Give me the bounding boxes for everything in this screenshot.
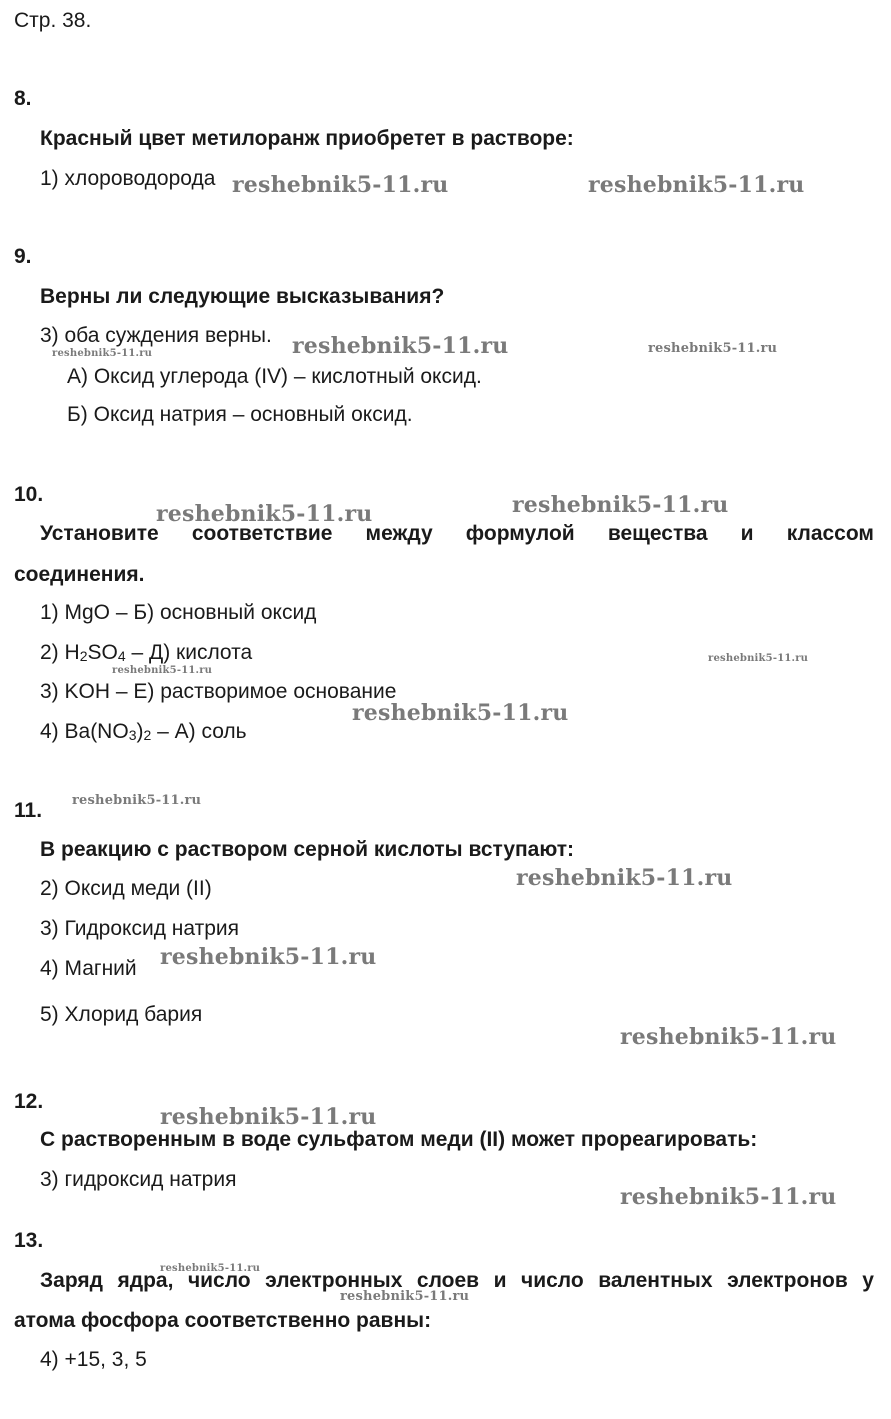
question-9-answer: 3) оба суждения верны. bbox=[40, 324, 272, 347]
page-header: Стр. 38. bbox=[14, 9, 92, 32]
question-11-number: 11. bbox=[14, 799, 43, 822]
question-13-text-line2: атома фосфора соответственно равны: bbox=[14, 1309, 432, 1332]
q13-word: у bbox=[862, 1269, 874, 1292]
watermark: reshebnik5-11.ru bbox=[160, 1104, 377, 1130]
question-13-answer: 4) +15, 3, 5 bbox=[40, 1348, 147, 1371]
question-8-answer: 1) хлороводорода bbox=[40, 167, 216, 190]
watermark: reshebnik5-11.ru bbox=[620, 1024, 837, 1050]
watermark: reshebnik5-11.ru bbox=[112, 665, 213, 676]
question-12-answer: 3) гидроксид натрия bbox=[40, 1168, 237, 1191]
q13-word: ядра, bbox=[117, 1269, 174, 1292]
question-8-text: Красный цвет метилоранж приобретет в растворе: bbox=[40, 127, 574, 150]
q10-word: между bbox=[365, 522, 433, 545]
a2-sub2: 4 bbox=[117, 648, 126, 664]
a4-sub2: 2 bbox=[143, 727, 152, 743]
watermark: reshebnik5-11.ru bbox=[72, 793, 202, 808]
watermark: reshebnik5-11.ru bbox=[516, 865, 733, 891]
q10-word: классом bbox=[786, 522, 874, 545]
q13-word: Заряд bbox=[40, 1269, 103, 1292]
watermark: reshebnik5-11.ru bbox=[352, 700, 569, 726]
q13-word: валентных bbox=[598, 1269, 713, 1292]
q10-word: вещества bbox=[607, 522, 708, 545]
watermark: reshebnik5-11.ru bbox=[52, 348, 153, 359]
q13-word: и bbox=[493, 1269, 507, 1292]
watermark: reshebnik5-11.ru bbox=[620, 1184, 837, 1210]
question-12-text: С растворенным в воде сульфатом меди (II) может прореагировать: bbox=[40, 1128, 758, 1151]
question-13-number: 13. bbox=[14, 1229, 44, 1252]
watermark: reshebnik5-11.ru bbox=[340, 1289, 470, 1304]
watermark: reshebnik5-11.ru bbox=[160, 1263, 261, 1274]
a4-post: – А) соль bbox=[151, 720, 247, 743]
watermark: reshebnik5-11.ru bbox=[156, 501, 373, 527]
question-11-answer-5: 5) Хлорид бария bbox=[40, 1003, 203, 1026]
watermark: reshebnik5-11.ru bbox=[160, 944, 377, 970]
watermark: reshebnik5-11.ru bbox=[512, 492, 729, 518]
question-9-statement-a: А) Оксид углерода (IV) – кислотный оксид. bbox=[67, 365, 482, 388]
question-10-answer-4 bbox=[40, 719, 247, 745]
watermark: reshebnik5-11.ru bbox=[588, 172, 805, 198]
a4-mid: ) bbox=[136, 720, 144, 743]
question-10-answer-3: 3) KOH – Е) растворимое основание bbox=[40, 680, 397, 703]
q10-word: Установите bbox=[40, 522, 159, 545]
question-9-statement-b: Б) Оксид натрия – основный оксид. bbox=[67, 403, 413, 426]
a2-pre: 2) H bbox=[40, 641, 80, 664]
q10-word: и bbox=[740, 522, 754, 545]
question-10-text-line2: соединения. bbox=[14, 563, 145, 586]
question-11-text: В реакцию с раствором серной кислоты вступают: bbox=[40, 838, 575, 861]
a2-sub1: 2 bbox=[79, 648, 88, 664]
question-10-answer-2 bbox=[40, 640, 252, 666]
q13-word: электронов bbox=[727, 1269, 848, 1292]
question-9-text: Верны ли следующие высказывания? bbox=[40, 285, 445, 308]
question-12-number: 12. bbox=[14, 1090, 44, 1113]
question-11-answer-4: 4) Магний bbox=[40, 957, 137, 980]
a2-mid: SO bbox=[87, 641, 118, 664]
q13-word: слоев bbox=[416, 1269, 480, 1292]
question-10-number: 10. bbox=[14, 483, 44, 506]
watermark: reshebnik5-11.ru bbox=[232, 172, 449, 198]
q10-word: соответствие bbox=[191, 522, 333, 545]
question-10-answer-1: 1) MgO – Б) основный оксид bbox=[40, 601, 317, 624]
question-11-answer-3: 3) Гидроксид натрия bbox=[40, 917, 239, 940]
question-11-answer-2: 2) Оксид меди (II) bbox=[40, 877, 212, 900]
q13-word: электронных bbox=[265, 1269, 403, 1292]
q13-word: число bbox=[187, 1269, 251, 1292]
q10-word: формулой bbox=[465, 522, 575, 545]
a4-sub1: 3 bbox=[128, 727, 137, 743]
watermark: reshebnik5-11.ru bbox=[708, 653, 809, 664]
a2-post: – Д) кислота bbox=[125, 641, 253, 664]
question-9-number: 9. bbox=[14, 245, 32, 268]
q13-word: число bbox=[521, 1269, 584, 1292]
a4-pre: 4) Ba(NO bbox=[40, 720, 129, 743]
watermark: reshebnik5-11.ru bbox=[648, 341, 778, 356]
question-8-number: 8. bbox=[14, 87, 32, 110]
watermark: reshebnik5-11.ru bbox=[292, 333, 509, 359]
